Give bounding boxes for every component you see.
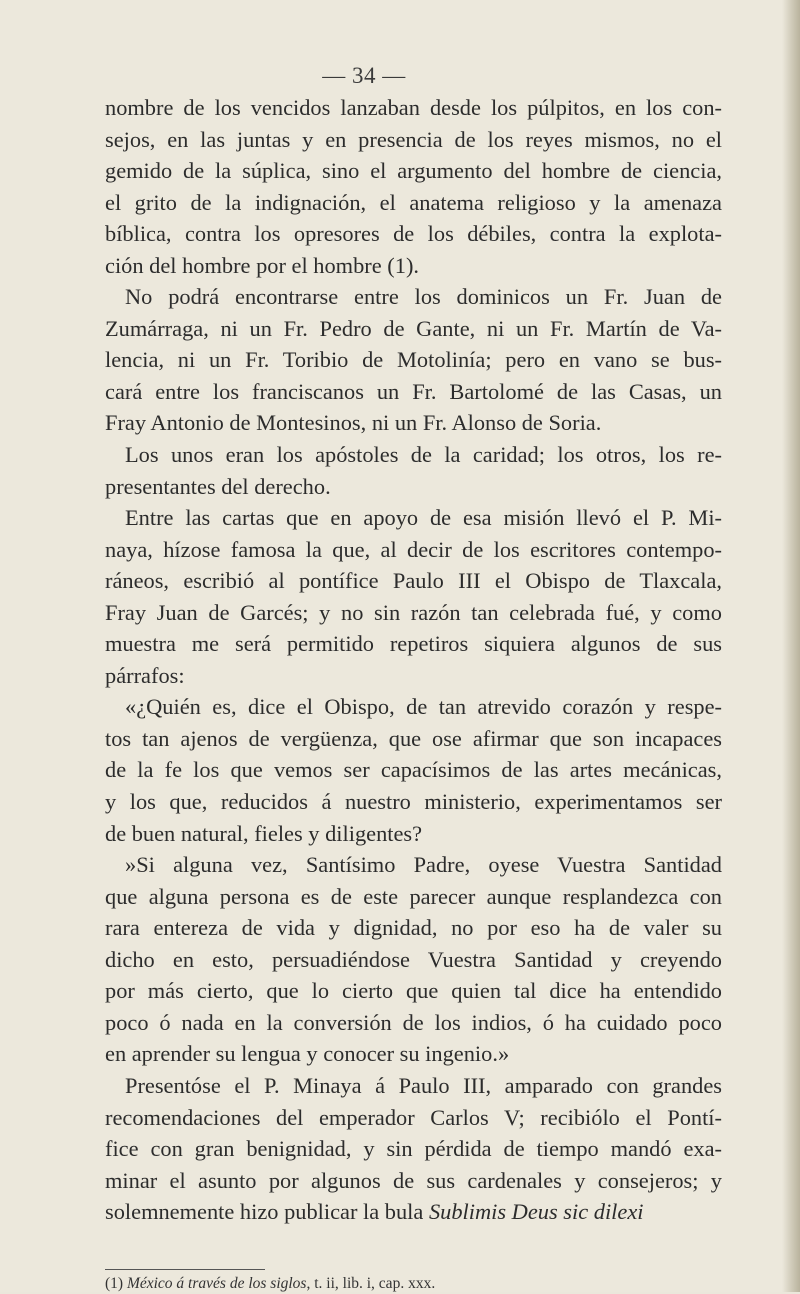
text-line: recomendaciones del emperador Carlos V; recibiólo el Pontí- <box>105 1104 722 1130</box>
text-line: No podrá encontrarse entre los dominicos un Fr. Juan de <box>125 284 722 310</box>
text-line: minar el asunto por algunos de sus cardenales y consejeros; y <box>105 1167 722 1193</box>
text-line: sejos, en las juntas y en presencia de los reyes mismos, no el <box>105 126 722 152</box>
text-line: »Si alguna vez, Santísimo Padre, oyese Vuestra Santidad <box>125 852 722 878</box>
text-line: «¿Quién es, dice el Obispo, de tan atrevido corazón y respe- <box>125 694 722 720</box>
text-line: en aprender su lengua y conocer su ingenio.» <box>105 1041 510 1067</box>
text-line: fice con gran benignidad, y sin pérdida de tiempo mandó exa- <box>105 1136 722 1162</box>
body-text <box>105 92 722 1228</box>
text-line: párrafos: <box>105 662 185 688</box>
text-line: Los unos eran los apóstoles de la caridad; los otros, los re- <box>125 442 722 468</box>
text-line: Entre las cartas que en apoyo de esa misión llevó el P. Mi- <box>125 505 722 531</box>
footnote-rule <box>105 1269 265 1270</box>
text-line: que alguna persona es de este parecer aunque resplandezca con <box>105 883 722 909</box>
text-line: bíblica, contra los opresores de los débiles, contra la explota- <box>105 221 722 247</box>
text-line: de la fe los que vemos ser capacísimos de las artes mecánicas, <box>105 757 722 783</box>
text-line: presentantes del derecho. <box>105 473 331 499</box>
page-number: — 34 — <box>322 63 406 88</box>
text-line: de buen natural, fieles y diligentes? <box>105 820 423 846</box>
text-line: cará entre los franciscanos un Fr. Bartolomé de las Casas, un <box>105 378 722 404</box>
text-line: lencia, ni un Fr. Toribio de Motolinía; pero en vano se bus- <box>105 347 722 373</box>
final-line-text: solemnemente hizo publicar la bula <box>105 1199 429 1225</box>
text-line: naya, hízose famosa la que, al decir de los escritores contempo- <box>105 536 722 562</box>
page-edge-shadow <box>782 0 800 1292</box>
text-line: rara entereza de vida y dignidad, no por eso ha de valer su <box>105 915 722 941</box>
text-line: el grito de la indignación, el anatema religioso y la amenaza <box>105 189 722 215</box>
footnote-title: México á través de los siglos <box>126 1275 307 1292</box>
footnote <box>105 1274 722 1294</box>
text-line: y los que, reducidos á nuestro ministerio, experimentamos ser <box>105 789 722 815</box>
text-line: ráneos, escribió al pontífice Paulo III el Obispo de Tlaxcala, <box>105 568 722 594</box>
bull-title: Sublimis Deus sic dilexi <box>428 1199 644 1225</box>
text-line: tos tan ajenos de vergüenza, que ose afirmar que son incapaces <box>105 725 722 751</box>
text-line: por más cierto, que lo cierto que quien tal dice ha entendido <box>105 978 722 1004</box>
text-line: Presentóse el P. Minaya á Paulo III, amparado con grandes <box>125 1072 722 1098</box>
footnote-reference: , t. ii, lib. i, cap. xxx. <box>306 1275 436 1292</box>
text-line: dicho en esto, persuadiéndose Vuestra Santidad y creyendo <box>105 946 722 972</box>
footnote-marker: (1) <box>105 1275 127 1292</box>
text-line: Fray Antonio de Montesinos, ni un Fr. Alonso de Soria. <box>105 410 602 436</box>
text-line: Fray Juan de Garcés; y no sin razón tan celebrada fué, y como <box>105 599 722 625</box>
text-line-final <box>105 1196 722 1228</box>
text-line: muestra me será permitido repetiros siquiera algunos de sus <box>105 631 722 657</box>
text-line: poco ó nada en la conversión de los indios, ó ha cuidado poco <box>105 1009 722 1035</box>
text-line: Zumárraga, ni un Fr. Pedro de Gante, ni un Fr. Martín de Va- <box>105 315 722 341</box>
text-line: nombre de los vencidos lanzaban desde los púlpitos, en los con- <box>105 95 722 120</box>
text-line: ción del hombre por el hombre (1). <box>105 252 419 278</box>
text-line: gemido de la súplica, sino el argumento del hombre de ciencia, <box>105 158 722 184</box>
